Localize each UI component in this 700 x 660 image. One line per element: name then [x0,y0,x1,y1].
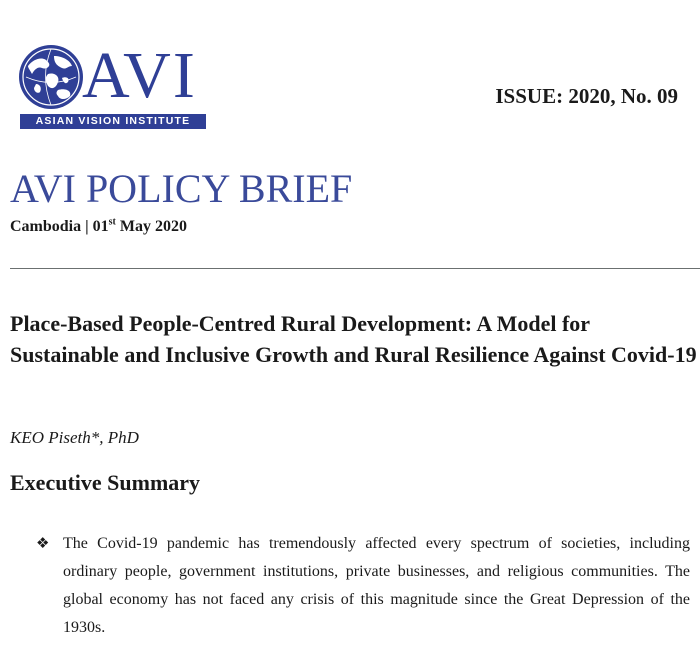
dateline-separator: | [81,218,93,235]
date-month-year: May 2020 [115,218,187,235]
header-divider [10,268,700,269]
logo-wordmark: AVI [82,39,197,112]
date-day: 01 [92,218,109,235]
summary-bullet [36,530,690,642]
summary-bullet-text: The Covid-19 pandemic has tremendously affected every spectrum of societies, including ordinary people, government institutions, private businesses, and religious communities. The global economy has not faced any crisis of this magnitude since the Great Depression of the 1930s. [63,535,690,636]
country: Cambodia [10,218,82,235]
logo-tagline: ASIAN VISION INSTITUTE [20,114,206,129]
diamond-bullet-icon: ❖ [36,534,50,552]
executive-summary-heading: Executive Summary [10,470,201,495]
globe-icon [18,44,84,110]
author-line: KEO Piseth*, PhD [10,428,139,447]
paper-title: Place-Based People-Centred Rural Development: A Model for Sustainable and Inclusive Growth and Rural Resilience Against Covid-19 [10,311,697,367]
date-day-suffix: st [108,216,116,228]
issue-number: ISSUE: 2020, No. 09 [495,84,678,108]
brief-title: AVI POLICY BRIEF [10,166,353,211]
dateline [10,218,187,236]
avi-logo [18,39,210,132]
